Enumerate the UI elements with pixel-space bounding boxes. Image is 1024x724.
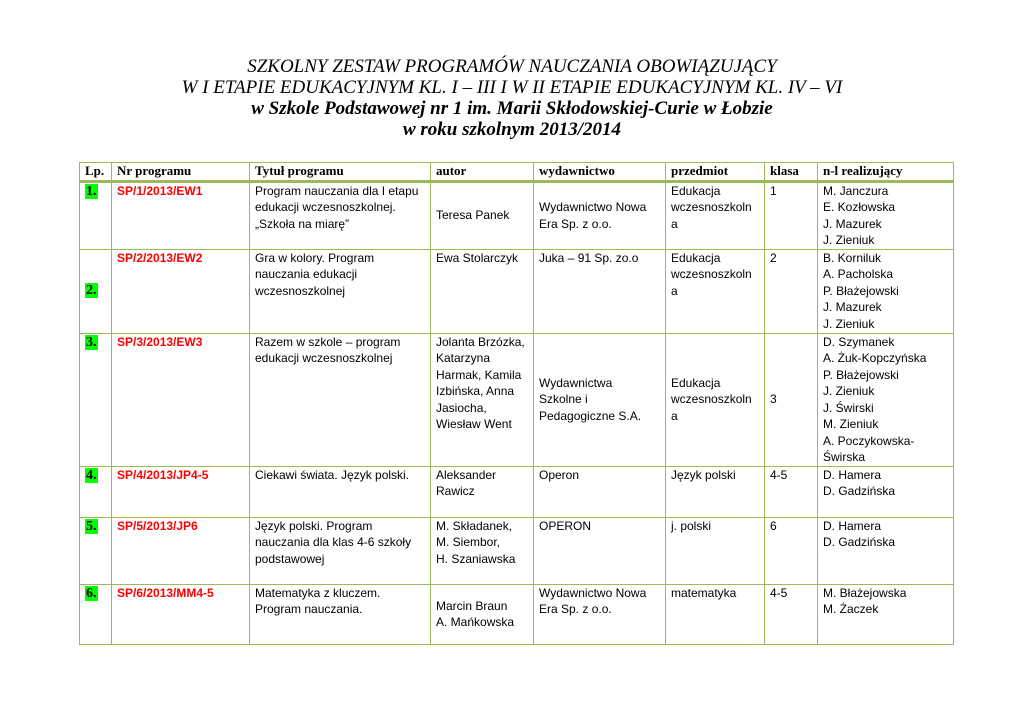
- program-number: [112, 249, 250, 333]
- program-title-line: Razem w szkole – program: [255, 334, 401, 349]
- program-teachers-line: A. Poczykowska-: [823, 433, 915, 448]
- program-subject-line: Język polski: [671, 467, 736, 482]
- program-subject: [666, 466, 765, 517]
- program-author-line: Harmak, Kamila: [436, 367, 522, 382]
- program-author-line: Wiesław Went: [436, 417, 512, 431]
- program-teachers-line: D. Hamera: [823, 467, 882, 482]
- program-subject-line: a: [671, 283, 678, 298]
- program-publisher: [534, 517, 666, 584]
- column-header-teachers: n-l realizujący: [818, 163, 954, 182]
- column-header-title: Tytuł programu: [250, 163, 431, 182]
- row-number: [80, 517, 112, 584]
- program-teachers-line: J. Zieniuk: [823, 316, 875, 331]
- program-number: [112, 517, 250, 584]
- program-grade-text: 1: [770, 183, 777, 198]
- column-header-subject: przedmiot: [666, 163, 765, 182]
- program-number-text: SP/4/2013/JP4-5: [117, 467, 209, 482]
- program-number-text: SP/6/2013/MM4-5: [117, 585, 214, 600]
- heading-school-year: w roku szkolnym 2013/2014: [402, 119, 621, 140]
- program-teachers: [818, 584, 954, 644]
- program-teachers-line: J. Mazurek: [823, 300, 882, 314]
- program-teachers-line: B. Korniluk: [823, 250, 882, 265]
- program-subject-line: wczesnoszkoln: [671, 267, 752, 281]
- column-header-publisher: wydawnictwo: [534, 163, 666, 182]
- column-header-lp: Lp.: [80, 163, 112, 182]
- program-teachers-line: J. Świrski: [823, 400, 874, 415]
- program-subject-line: a: [671, 408, 678, 423]
- column-header-grade: klasa: [765, 163, 818, 182]
- table-row: [80, 333, 954, 466]
- program-author-line: Jasiocha,: [436, 400, 487, 415]
- program-title-line: edukacji wczesnoszkolnej: [255, 351, 393, 365]
- program-author-line: Katarzyna: [436, 351, 491, 365]
- program-title-line: Matematyka z kluczem.: [255, 585, 381, 600]
- program-publisher-line: Juka – 91 Sp. zo.o: [539, 250, 639, 265]
- program-grade: [765, 584, 818, 644]
- table-row: [80, 584, 954, 644]
- heading-line-2: W I ETAPIE EDUKACYJNYM KL. I – III I W II ETAPIE EDUKACYJNYM KL. IV – VI: [181, 77, 843, 98]
- program-number: [112, 181, 250, 249]
- program-subject-line: matematyka: [671, 585, 737, 600]
- program-publisher: [534, 181, 666, 249]
- program-grade: [765, 466, 818, 517]
- program-grade: [765, 181, 818, 249]
- program-title-line: wczesnoszkolnej: [255, 283, 346, 298]
- program-grade-text: 4-5: [770, 467, 788, 482]
- program-title-line: Gra w kolory. Program: [255, 250, 375, 265]
- program-author-line: Jolanta Brzózka,: [436, 334, 525, 349]
- program-author-line: Teresa Panek: [436, 208, 510, 223]
- row-number: [80, 584, 112, 644]
- program-teachers-line: E. Kozłowska: [823, 200, 896, 214]
- program-title-line: „Szkoła na miarę”: [255, 216, 350, 231]
- program-publisher-line: OPERON: [539, 518, 592, 533]
- program-subject: [666, 584, 765, 644]
- program-title-line: Ciekawi świata. Język polski.: [255, 467, 410, 482]
- program-grade-text: 3: [770, 392, 777, 407]
- program-subject-line: wczesnoszkoln: [671, 392, 752, 407]
- program-title: [250, 181, 431, 249]
- program-title: [250, 584, 431, 644]
- program-teachers: [818, 249, 954, 333]
- row-number: [80, 249, 112, 333]
- program-teachers-line: D. Gadzińska: [823, 484, 896, 498]
- program-teachers-line: P. Błażejowski: [823, 367, 899, 382]
- row-number: [80, 466, 112, 517]
- program-title-line: Program nauczania.: [255, 602, 363, 616]
- program-title-line: edukacji wczesnoszkolnej.: [255, 200, 396, 214]
- program-number: [112, 584, 250, 644]
- program-grade: [765, 517, 818, 584]
- program-teachers-line: A. Żuk-Kopczyńska: [823, 351, 927, 365]
- table-body: [80, 181, 954, 644]
- program-author-line: M. Siembor,: [436, 535, 501, 549]
- program-grade-text: 4-5: [770, 585, 788, 600]
- program-title-line: Program nauczania dla I etapu: [255, 183, 419, 198]
- program-title: [250, 466, 431, 517]
- program-teachers-line: M. Błażejowska: [823, 585, 907, 600]
- program-author-line: Rawicz: [436, 484, 475, 498]
- program-author-line: Ewa Stolarczyk: [436, 250, 519, 265]
- program-author: [431, 249, 534, 333]
- column-header-author: autor: [431, 163, 534, 182]
- program-title-line: nauczania dla klas 4-6 szkoły: [255, 535, 412, 549]
- program-publisher-line: Pedagogiczne S.A.: [539, 408, 642, 423]
- program-grade-text: 6: [770, 518, 777, 533]
- program-teachers-line: Świrska: [823, 450, 866, 464]
- programs-table: [79, 162, 954, 645]
- program-number-text: SP/2/2013/EW2: [117, 250, 203, 265]
- program-teachers: [818, 466, 954, 517]
- program-publisher-line: Era Sp. z o.o.: [539, 216, 612, 231]
- table-row: [80, 181, 954, 249]
- program-subject-line: Edukacja: [671, 183, 721, 198]
- program-teachers-line: D. Hamera: [823, 518, 882, 533]
- program-author-line: H. Szaniawska: [436, 551, 516, 566]
- row-number: [80, 333, 112, 466]
- row-number-text: 1.: [86, 183, 97, 199]
- row-number-text: 5.: [86, 518, 97, 534]
- program-title: [250, 333, 431, 466]
- program-author: [431, 466, 534, 517]
- program-teachers-line: A. Pacholska: [823, 267, 894, 281]
- program-author-line: A. Mańkowska: [436, 615, 515, 629]
- program-teachers: [818, 181, 954, 249]
- program-teachers-line: J. Zieniuk: [823, 384, 875, 398]
- program-publisher-line: Wydawnictwa: [539, 375, 613, 390]
- row-number-text: 6.: [86, 585, 97, 601]
- program-teachers-line: D. Gadzińska: [823, 535, 896, 549]
- program-publisher: [534, 333, 666, 466]
- heading-school-name: w Szkole Podstawowej nr 1 im. Marii Skłodowskiej-Curie w Łobzie: [251, 98, 773, 119]
- program-teachers-line: M. Janczura: [823, 183, 889, 198]
- program-subject: [666, 249, 765, 333]
- program-grade: [765, 333, 818, 466]
- program-teachers-line: J. Mazurek: [823, 216, 882, 231]
- table-row: [80, 249, 954, 333]
- heading-line-1: SZKOLNY ZESTAW PROGRAMÓW NAUCZANIA OBOWIĄZUJĄCY: [247, 56, 777, 77]
- program-author: [431, 584, 534, 644]
- program-publisher: [534, 584, 666, 644]
- program-publisher-line: Era Sp. z o.o.: [539, 602, 612, 616]
- program-teachers: [818, 333, 954, 466]
- program-publisher-line: Wydawnictwo Nowa: [539, 200, 647, 214]
- program-teachers-line: M. Żaczek: [823, 602, 879, 616]
- program-title: [250, 517, 431, 584]
- program-author-line: M. Składanek,: [436, 518, 513, 533]
- table-row: [80, 517, 954, 584]
- program-title-line: Język polski. Program: [255, 518, 373, 533]
- program-author: [431, 333, 534, 466]
- program-number-text: SP/5/2013/JP6: [117, 518, 198, 533]
- program-subject-line: Edukacja: [671, 250, 721, 265]
- program-title-line: podstawowej: [255, 551, 325, 566]
- program-publisher: [534, 249, 666, 333]
- program-grade-text: 2: [770, 250, 777, 265]
- program-publisher-line: Szkolne i: [539, 392, 588, 407]
- program-publisher-line: Operon: [539, 467, 580, 482]
- program-title: [250, 249, 431, 333]
- program-subject-line: a: [671, 216, 678, 231]
- program-teachers-line: D. Szymanek: [823, 334, 895, 349]
- program-number: [112, 333, 250, 466]
- program-publisher: [534, 466, 666, 517]
- program-subject-line: Edukacja: [671, 375, 721, 390]
- program-publisher-line: Wydawnictwo Nowa: [539, 585, 647, 600]
- program-author: [431, 181, 534, 249]
- row-number-text: 4.: [86, 467, 97, 483]
- program-number-text: SP/3/2013/EW3: [117, 334, 203, 349]
- program-number-text: SP/1/2013/EW1: [117, 183, 203, 198]
- row-number-text: 3.: [86, 334, 97, 350]
- program-subject-line: j. polski: [671, 518, 712, 533]
- program-teachers-line: M. Zieniuk: [823, 417, 879, 431]
- row-number: [80, 181, 112, 249]
- program-title-line: nauczania edukacji: [255, 267, 358, 281]
- table-row: [80, 466, 954, 517]
- column-header-nr: Nr programu: [112, 163, 250, 182]
- program-grade: [765, 249, 818, 333]
- program-teachers-line: J. Zieniuk: [823, 233, 875, 247]
- program-subject: [666, 517, 765, 584]
- program-teachers: [818, 517, 954, 584]
- program-author-line: Izbińska, Anna: [436, 384, 515, 398]
- program-author-line: Marcin Braun: [436, 598, 508, 613]
- program-subject: [666, 181, 765, 249]
- program-number: [112, 466, 250, 517]
- table-header-row: [80, 163, 954, 182]
- program-author-line: Aleksander: [436, 467, 497, 482]
- program-subject: [666, 333, 765, 466]
- document-heading: [0, 56, 1024, 140]
- program-subject-line: wczesnoszkoln: [671, 200, 752, 214]
- program-teachers-line: P. Błażejowski: [823, 283, 899, 298]
- program-author: [431, 517, 534, 584]
- row-number-text: 2.: [86, 283, 97, 299]
